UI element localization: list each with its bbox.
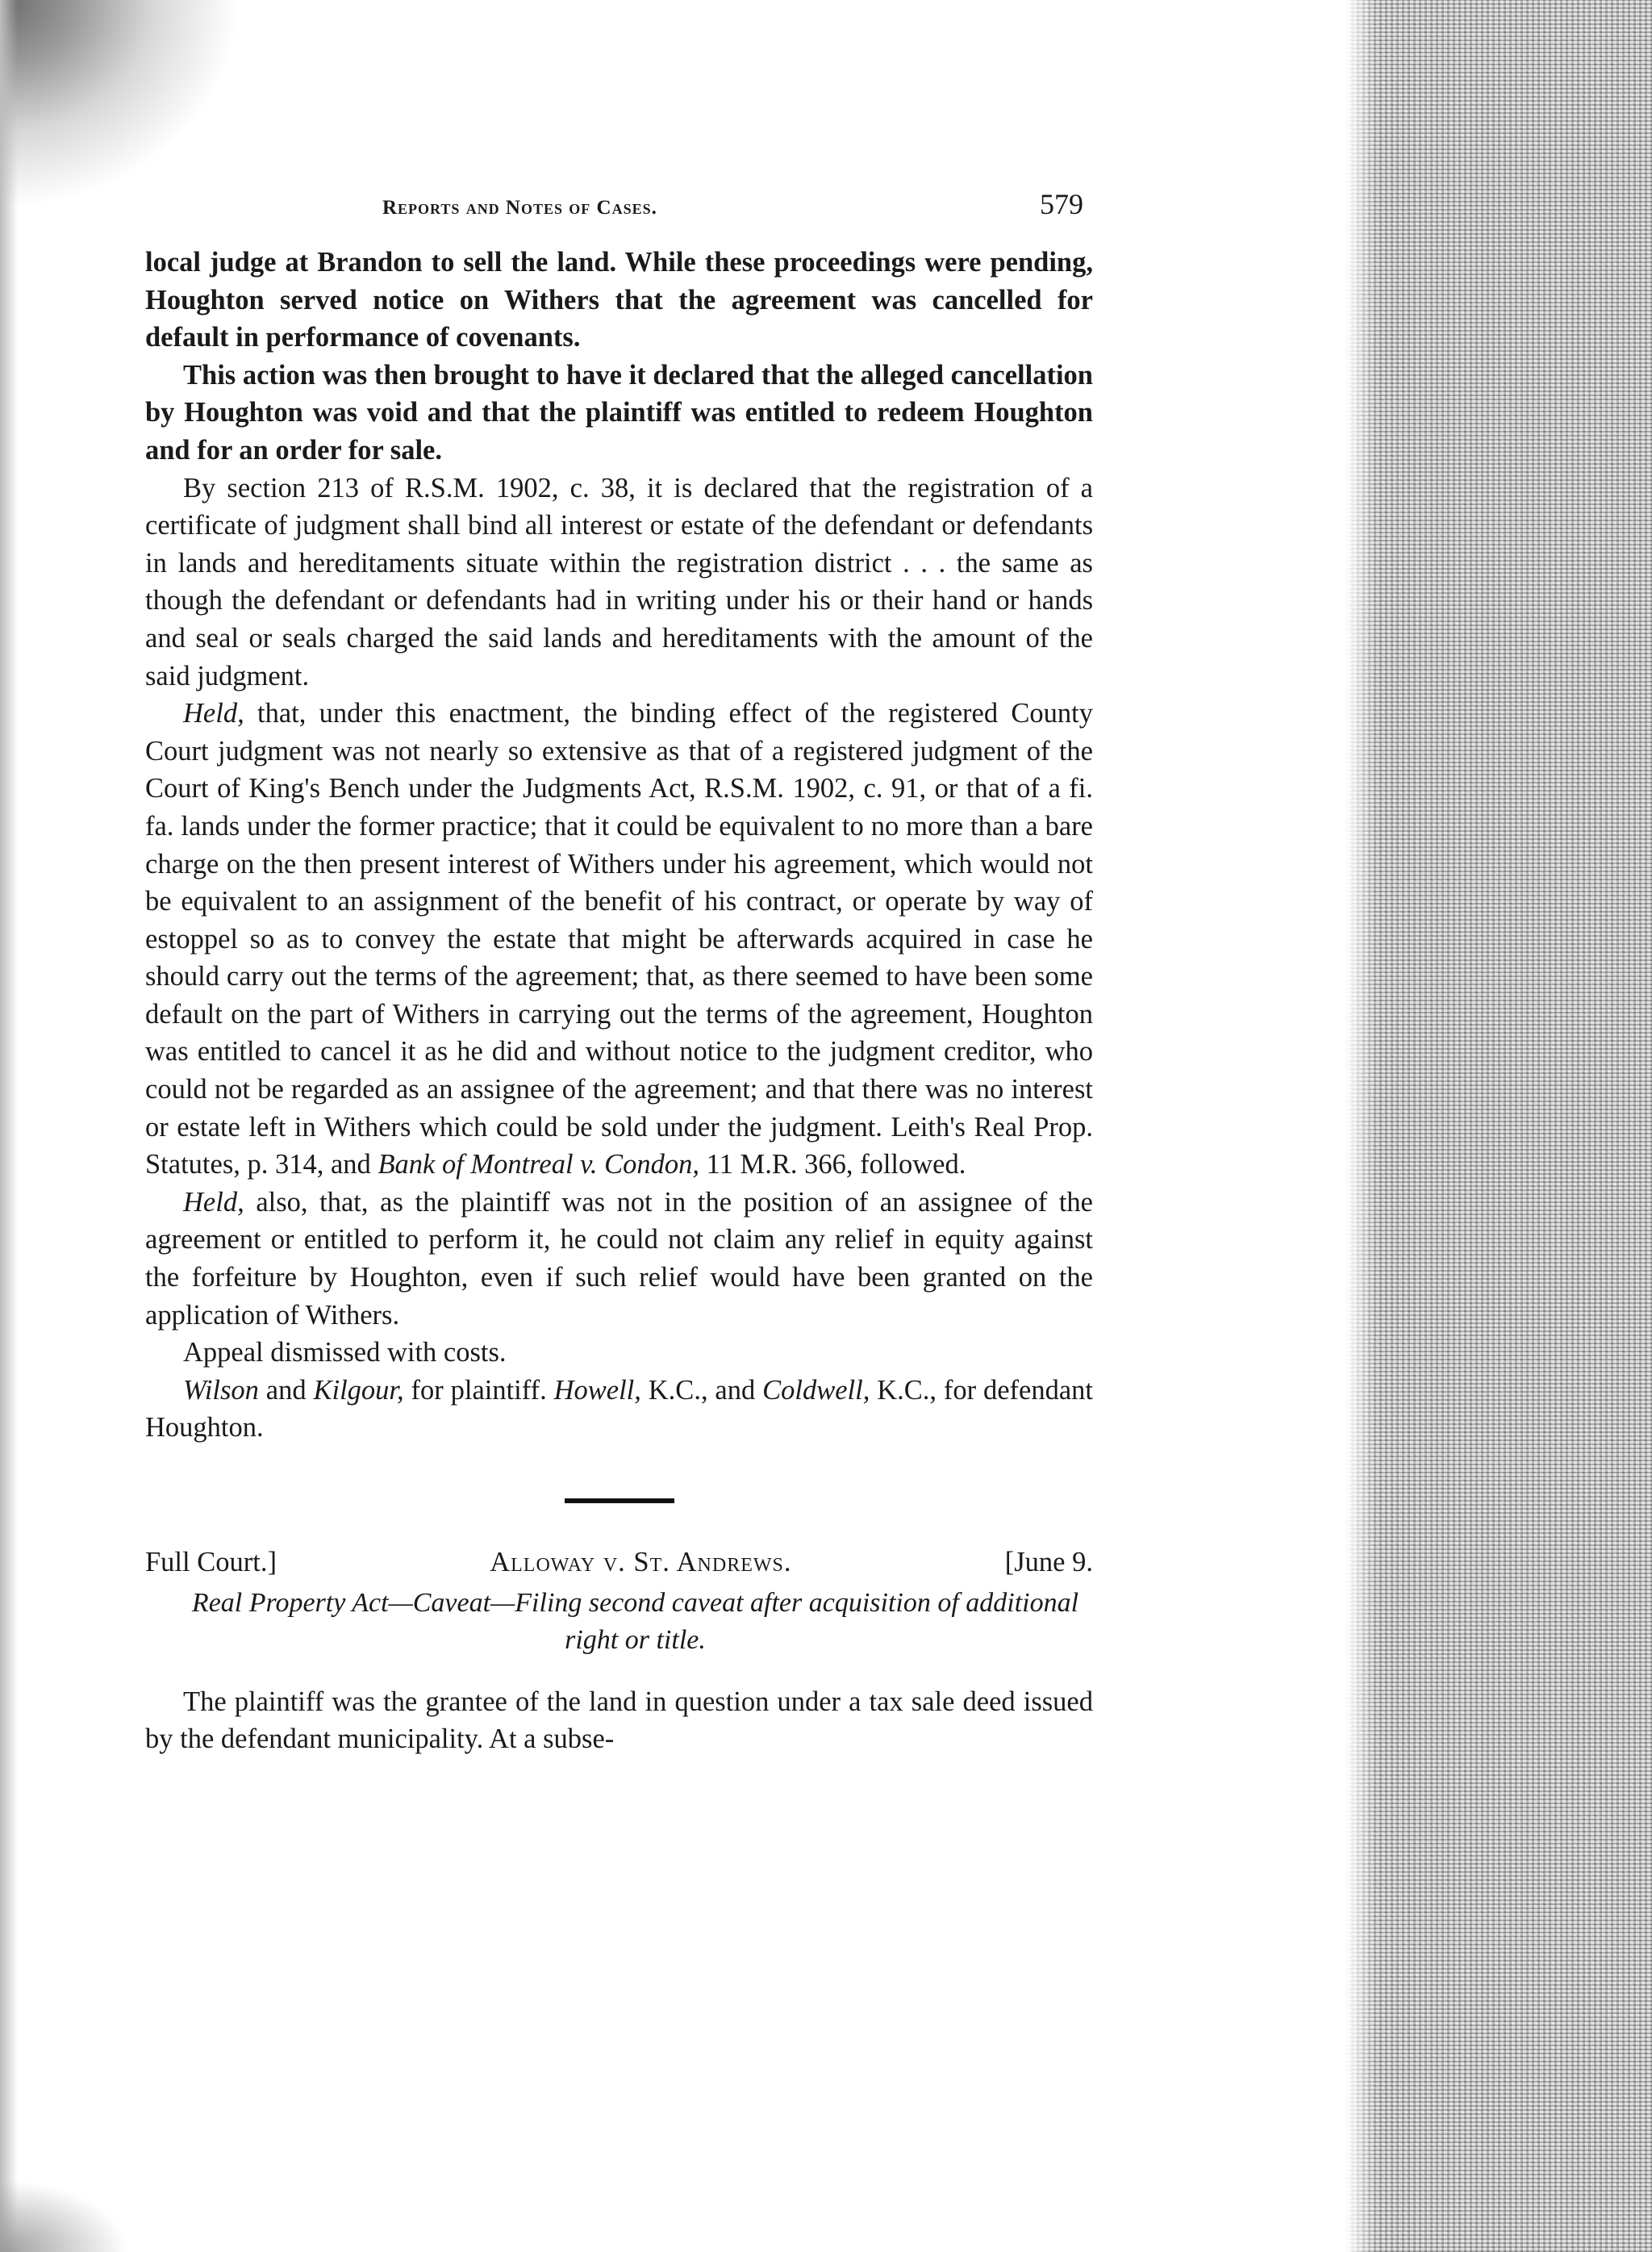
scan-noise-strip [1345, 0, 1652, 2252]
paragraph-counsel [145, 1372, 1093, 1447]
page-number: 579 [1040, 188, 1083, 220]
running-title: Reports and Notes of Cases. [382, 197, 657, 219]
section-divider [565, 1498, 674, 1503]
counsel-join-1: and [258, 1374, 314, 1406]
case-date: [June 9. [1004, 1547, 1093, 1577]
paragraph-held-also [145, 1184, 1093, 1334]
paragraph-statute: By section 213 of R.S.M. 1902, c. 38, it is declared that the registration of a certificate of judgment shall bind all interest or estate of the defendant or defendants in lands and hereditaments situate within the registration district . . . the same as though the defendant or defendants had in writing under his or their hand or hands and seal or seals charged the said lands and hereditaments with the amount of the said judgment. [145, 472, 1093, 691]
case-title: Alloway v. St. Andrews. [490, 1547, 792, 1577]
scan-shadow-left-edge [0, 0, 18, 2252]
paragraph-action: This action was then brought to have it declared that the alleged cancellation by Houghton was void and that the plaintiff was entitled to redeem Houghton and for an order for sale. [145, 359, 1093, 466]
court-label: Full Court.] [145, 1547, 277, 1577]
report-body [145, 244, 1093, 1447]
case-headnote: Real Property Act—Caveat—Filing second caveat after acquisition of additional right or title. [191, 1587, 1079, 1655]
held-text-a: that, under this enactment, the binding effect of the registered County Court judgment was not nearly so extensive as that of a registered judgment of the Court of King's Bench under the Judgments Act, R.S.M. 1902, c. 91, or that of a fi. fa. lands under the former practice; that it could be equivalent to no more than a bare charge on the then present interest of Withers under his agreement, which would not be equivalent to an assignment of the benefit of his contract, or operate by way of estoppel so as to convey the estate that might be afterwards acquired in case he should carry out the terms of the agreement; that, as there seemed to have been some default on the part of Withers in carrying out the terms of the agreement, Houghton was entitled to cancel it as he did and without notice to the judgment creditor, who could not be regarded as an assignee of the agreement; and that there was no interest or estate left in Withers which could be sold under the judgment. Leith's Real Prop. Statutes, p. 314, and [145, 698, 1093, 1180]
page-content [145, 187, 1093, 1758]
paragraph-disposition: Appeal dismissed with costs. [183, 1337, 507, 1368]
held-also-label: Held, [183, 1186, 244, 1218]
scan-shadow-corner [0, 0, 242, 210]
case-body [145, 1683, 1093, 1758]
counsel-howell: Howell, [553, 1374, 641, 1406]
case-header [145, 1544, 1093, 1581]
counsel-coldwell: Coldwell, [762, 1374, 870, 1406]
case-citation: Bank of Montreal v. Condon, [378, 1149, 700, 1180]
case-opening-paragraph: The plaintiff was the grantee of the land in question under a tax sale deed issued by the defendant municipality. At a subse- [145, 1686, 1093, 1755]
counsel-kc-2: K.C., for defendant Houghton. [145, 1374, 1093, 1444]
counsel-for-plaintiff: for plaintiff. [403, 1374, 554, 1406]
counsel-kilgour: Kilgour, [313, 1374, 404, 1406]
scan-shadow-bottom-corner [0, 2179, 129, 2252]
held-label: Held, [183, 698, 244, 729]
held-text-b: 11 M.R. 366, followed. [699, 1149, 966, 1180]
counsel-kc-1: K.C., and [640, 1374, 763, 1406]
paragraph-held [145, 695, 1093, 1184]
counsel-wilson: Wilson [183, 1374, 259, 1406]
running-head [145, 187, 1093, 228]
paragraph-continuation: local judge at Brandon to sell the land. While these proceedings were pending, Houghton served notice on Withers that the agreement was cancelled for default in performance of covenants. [145, 247, 1093, 353]
held-also-text: also, that, as the plaintiff was not in the position of an assignee of the agreement or entitled to perform it, he could not claim any relief in equity against the forfeiture by Houghton, even if such relief would have been granted on the application of Withers. [145, 1186, 1093, 1331]
